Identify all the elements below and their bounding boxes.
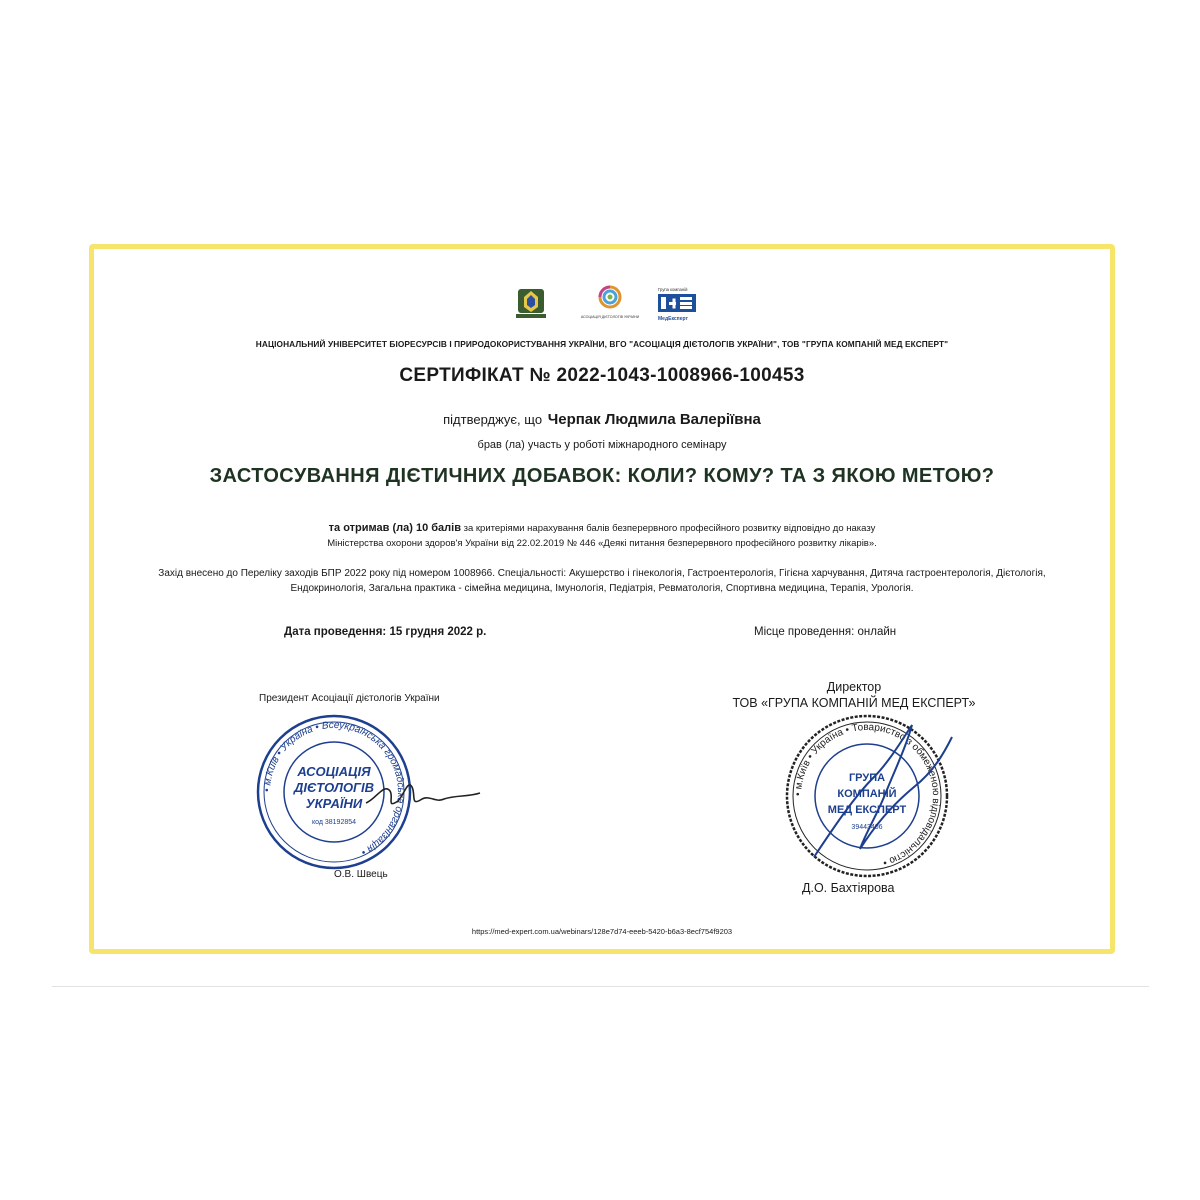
certificate-title: СЕРТИФІКАТ № 2022-1043-1008966-100453: [399, 365, 805, 386]
event-place: Місце проведення: онлайн: [754, 626, 897, 638]
participant-name: Черпак Людмила Валеріївна: [547, 411, 761, 428]
event-date: Дата проведення: 15 грудня 2022 р.: [284, 626, 487, 638]
association-stamp-line-1: АСОЦІАЦІЯ: [297, 764, 371, 779]
medexpert-stamp-line-2: КОМПАНІЙ: [837, 788, 897, 800]
confirms-label: підтверджує, що: [443, 412, 543, 427]
medexpert-stamp-line-3: МЕД ЕКСПЕРТ: [827, 804, 907, 816]
points-text-2: Міністерства охорони здоров'я України від 22.02.2019 № 446 «Деякі питання безперервного професійного розвитку лікарів».: [327, 538, 877, 549]
president-title: Президент Асоціації дієтологів України: [259, 693, 440, 704]
director-title-line-1: Директор: [826, 680, 882, 694]
logo-row: [94, 285, 1110, 325]
association-logo-caption: АСОЦІАЦІЯ ДІЄТОЛОГІВ УКРАЇНИ: [580, 315, 640, 319]
medexpert-stamp-code: 39443406: [851, 824, 883, 831]
points-text: [94, 521, 1110, 551]
association-stamp-line-2: ДІЄТОЛОГІВ: [293, 780, 375, 795]
association-stamp-line-3: УКРАЇНИ: [305, 796, 363, 811]
association-logo: [580, 285, 640, 321]
medexpert-stamp-line-1: ГРУПА: [848, 772, 886, 784]
participated-text: брав (ла) участь у роботі міжнародного семінару: [477, 439, 727, 451]
listing-text: Захід внесено до Переліку заходів БПР 2022 року під номером 1008966. Спеціальності: Акушерство і гінекологія, Гастроентерологія, Гігієна харчування, Дитяча гастроентерологія, Дієтологія, Ендокринологія, Загальна практика - сімейна медицина, Імунологія, Педіатрія, Ревматологія, Спортивна медицина, Терапія, Урологія.: [158, 568, 1046, 594]
organizations-line: НАЦІОНАЛЬНИЙ УНІВЕРСИТЕТ БІОРЕСУРСІВ І ПРИРОДОКОРИСТУВАННЯ УКРАЇНИ, ВГО "АСОЦІАЦІЯ ДІЄТОЛОГІВ УКРАЇНИ", ТОВ "ГРУПА КОМПАНІЙ МЕД ЕКСПЕРТ": [255, 339, 949, 349]
director-name: Д.О. Бахтіярова: [802, 881, 895, 895]
medexpert-logo: [656, 285, 700, 323]
points-bold: та отримав (ла) 10 балів: [328, 522, 461, 534]
seminar-title: ЗАСТОСУВАННЯ ДІЄТИЧНИХ ДОБАВОК: КОЛИ? КОМУ? ТА З ЯКОЮ МЕТОЮ?: [209, 465, 995, 487]
medexpert-caption-1: Група компаній: [658, 287, 688, 292]
points-text-1: за критеріями нарахування балів безперервного професійного розвитку відповідно до наказу: [460, 523, 876, 534]
verification-url[interactable]: https://med-expert.com.ua/webinars/128e7d74-eeeb-5420-b6a3-8ecf754f9203: [471, 927, 733, 936]
president-signature: [364, 769, 484, 819]
association-stamp-code: код 38192854: [311, 819, 357, 826]
president-name: О.В. Швець: [334, 869, 388, 880]
confirm-line: [94, 411, 1110, 428]
medexpert-stamp-ring-text: • м.Київ • Україна • Товариство з обмеженою відповідальністю •: [792, 721, 942, 868]
director-signature: [794, 717, 964, 867]
university-crest-logo: [514, 285, 548, 321]
director-title-line-2: ТОВ «ГРУПА КОМПАНІЙ МЕД ЕКСПЕРТ»: [732, 696, 976, 710]
certificate: [89, 244, 1115, 954]
medexpert-caption-2: МедЕксперт: [658, 316, 688, 322]
director-title: [694, 679, 1014, 711]
association-stamp-ring-text: • м.Київ • Україна • Всеукраїнська громадська організація •: [261, 719, 407, 858]
page-divider: [52, 986, 1149, 987]
